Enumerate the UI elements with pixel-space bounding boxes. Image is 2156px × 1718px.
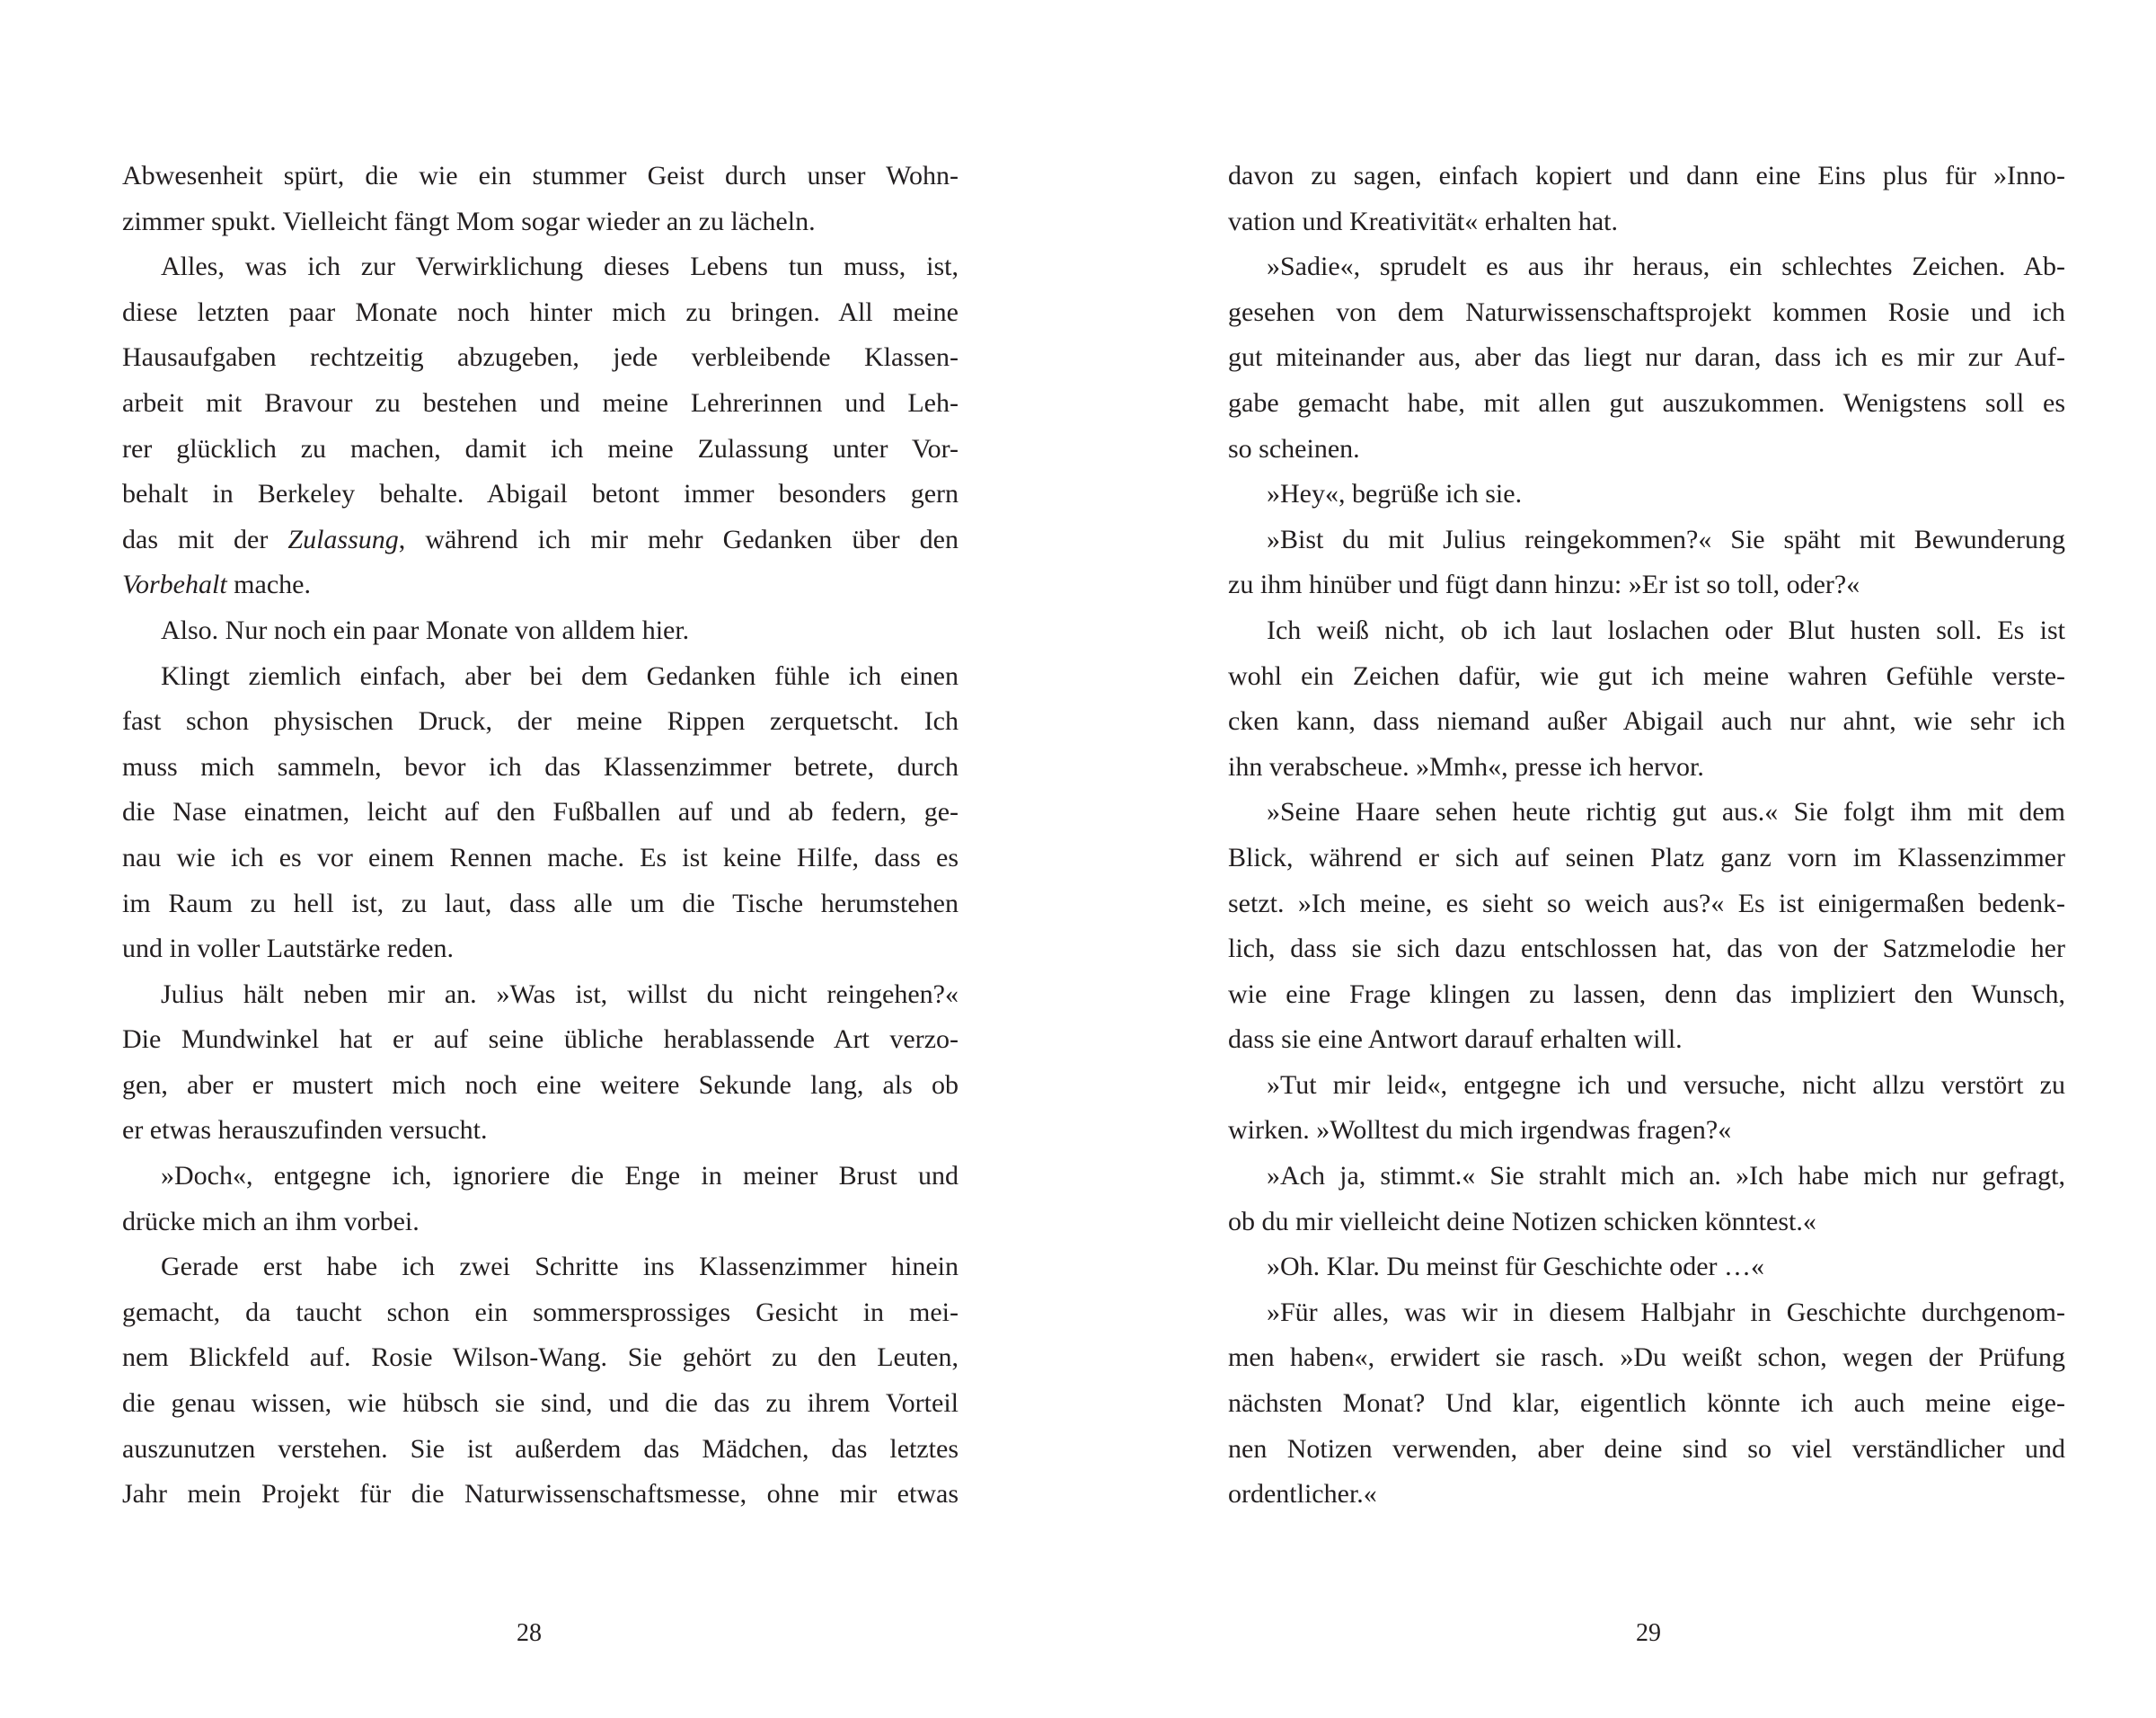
text-segment: »Bist du mit Julius reingekommen?« Sie späht mit Bewunderung — [1267, 524, 2065, 554]
page-number-right: 29 — [1636, 1619, 1661, 1647]
text-line — [1228, 1427, 2065, 1473]
text-segment: Gerade erst habe ich zwei Schritte ins Klassenzimmer hinein — [161, 1252, 959, 1282]
text-line — [1228, 472, 2065, 518]
text-line — [122, 427, 959, 473]
text-segment: das mit der — [122, 524, 288, 554]
text-segment: setzt. »Ich meine, es sieht so weich aus?« Es ist einigermaßen bedenk- — [1228, 888, 2065, 918]
paragraph — [1228, 154, 2065, 244]
text-line — [122, 1200, 959, 1245]
text-segment: »Oh. Klar. Du meinst für Geschichte oder …« — [1267, 1252, 1765, 1282]
text-line — [1228, 836, 2065, 881]
text-segment: Jahr mein Projekt für die Naturwissenschaftsmesse, ohne mir etwas — [122, 1479, 959, 1510]
paragraph — [1228, 518, 2065, 608]
text-line — [122, 199, 959, 245]
text-segment: zimmer spukt. Vielleicht fängt Mom sogar wieder an zu lächeln. — [122, 206, 816, 236]
text-line — [1228, 1472, 2065, 1518]
text-segment: gesehen von dem Naturwissenschaftsprojekt kommen Rosie und ich — [1228, 297, 2065, 327]
text-segment: nem Blickfeld auf. Rosie Wilson-Wang. Sie gehört zu den Leuten, — [122, 1342, 959, 1373]
text-line — [1228, 608, 2065, 654]
text-segment: er etwas herauszufinden versucht. — [122, 1115, 488, 1146]
text-line — [1228, 926, 2065, 972]
text-segment: mache. — [226, 570, 311, 600]
text-line — [1228, 244, 2065, 290]
text-segment: im Raum zu hell ist, zu laut, dass alle um die Tische herumstehen — [122, 888, 959, 918]
text-line — [122, 1335, 959, 1381]
paragraph — [1228, 790, 2065, 1063]
text-line — [122, 608, 959, 654]
text-line — [122, 699, 959, 745]
text-line — [1228, 790, 2065, 836]
text-line — [1228, 1154, 2065, 1200]
text-segment: gen, aber er mustert mich noch eine weitere Sekunde lang, als ob — [122, 1069, 959, 1100]
text-segment: »Ach ja, stimmt.« Sie strahlt mich an. »Ich habe mich nur gefragt, — [1267, 1161, 2065, 1191]
paragraph — [1228, 244, 2065, 472]
text-segment: dass sie eine Antwort darauf erhalten will. — [1228, 1024, 1683, 1055]
text-line — [1228, 745, 2065, 791]
text-line — [122, 1108, 959, 1154]
text-segment: »Doch«, entgegne ich, ignoriere die Enge in meiner Brust und — [161, 1161, 959, 1191]
text-line — [122, 1017, 959, 1063]
text-line — [122, 1427, 959, 1473]
text-line — [122, 1244, 959, 1290]
paragraph — [122, 1154, 959, 1244]
text-segment: cken kann, dass niemand außer Abigail auch nur ahnt, wie sehr ich — [1228, 706, 2065, 737]
text-segment: zu ihm hinüber und fügt dann hinzu: »Er ist so toll, oder?« — [1228, 570, 1860, 600]
text-segment: Ich weiß nicht, ob ich laut loslachen oder Blut husten soll. Es ist — [1267, 615, 2065, 645]
text-segment: rer glücklich zu machen, damit ich meine Zulassung unter Vor- — [122, 433, 959, 464]
text-segment: Hausaufgaben rechtzeitig abzugeben, jede verbleibende Klassen- — [122, 342, 959, 373]
text-segment: die Nase einatmen, leicht auf den Fußballen auf und ab federn, ge- — [122, 797, 959, 828]
text-line — [122, 972, 959, 1018]
text-line — [1228, 1381, 2065, 1427]
text-segment: Klingt ziemlich einfach, aber bei dem Gedanken fühle ich einen — [161, 660, 959, 691]
text-line — [122, 154, 959, 199]
text-segment: so scheinen. — [1228, 433, 1360, 464]
left-page-text — [122, 154, 959, 1518]
paragraph — [122, 654, 959, 972]
paragraph — [122, 154, 959, 244]
text-segment: vation und Kreativität« erhalten hat. — [1228, 206, 1619, 236]
text-segment: drücke mich an ihm vorbei. — [122, 1206, 420, 1236]
italic-text: Vorbehalt — [122, 570, 227, 600]
text-segment: behalt in Berkeley behalte. Abigail betont immer besonders gern — [122, 479, 959, 509]
paragraph — [1228, 1244, 2065, 1290]
text-segment: muss mich sammeln, bevor ich das Klassenzimmer betrete, durch — [122, 751, 959, 782]
text-segment: Alles, was ich zur Verwirklichung dieses Lebens tun muss, ist, — [161, 252, 959, 282]
text-segment: nächsten Monat? Und klar, eigentlich könnte ich auch meine eige- — [1228, 1388, 2065, 1419]
text-line — [1228, 518, 2065, 563]
text-segment: wohl ein Zeichen dafür, wie gut ich meine wahren Gefühle verste- — [1228, 660, 2065, 691]
text-segment: »Seine Haare sehen heute richtig gut aus.« Sie folgt ihm mit dem — [1267, 797, 2065, 828]
text-line — [1228, 381, 2065, 427]
text-segment: arbeit mit Bravour zu bestehen und meine Lehrerinnen und Leh- — [122, 387, 959, 418]
text-segment: »Tut mir leid«, entgegne ich und versuche, nicht allzu verstört zu — [1267, 1069, 2065, 1100]
text-segment: Julius hält neben mir an. »Was ist, willst du nicht reingehen?« — [161, 979, 959, 1009]
text-line — [122, 881, 959, 927]
text-line — [1228, 1017, 2065, 1063]
text-segment: auszunutzen verstehen. Sie ist außerdem das Mädchen, das letztes — [122, 1433, 959, 1464]
text-line — [122, 562, 959, 608]
text-segment: fast schon physischen Druck, der meine Rippen zerquetscht. Ich — [122, 706, 959, 737]
text-segment: die genau wissen, wie hübsch sie sind, und die das zu ihrem Vorteil — [122, 1388, 959, 1419]
paragraph — [122, 608, 959, 654]
text-line — [1228, 699, 2065, 745]
text-segment: nen Notizen verwenden, aber deine sind so viel verständlicher und — [1228, 1433, 2065, 1464]
italic-text: Zulassung — [287, 524, 399, 554]
text-line — [122, 244, 959, 290]
text-line — [122, 1154, 959, 1200]
text-segment: nau wie ich es vor einem Rennen mache. Es ist keine Hilfe, dass es — [122, 842, 959, 872]
text-line — [1228, 199, 2065, 245]
text-segment: wirken. »Wolltest du mich irgendwas fragen?« — [1228, 1115, 1732, 1146]
text-segment: wie eine Frage klingen zu lassen, denn das impliziert den Wunsch, — [1228, 979, 2065, 1009]
paragraph — [1228, 608, 2065, 790]
text-line — [122, 790, 959, 836]
paragraph — [1228, 472, 2065, 518]
text-line — [122, 654, 959, 700]
text-line — [122, 381, 959, 427]
text-line — [122, 1381, 959, 1427]
text-line — [1228, 562, 2065, 608]
paragraph — [122, 1244, 959, 1518]
paragraph — [1228, 1154, 2065, 1244]
text-line — [1228, 290, 2065, 336]
text-segment: Blick, während er sich auf seinen Platz ganz vorn im Klassenzimmer — [1228, 842, 2065, 872]
text-segment: gabe gemacht habe, mit allen gut auszukommen. Wenigstens soll es — [1228, 387, 2065, 418]
text-segment: und in voller Lautstärke reden. — [122, 934, 455, 964]
paragraph — [1228, 1290, 2065, 1518]
text-line — [1228, 1200, 2065, 1245]
text-line — [1228, 1108, 2065, 1154]
text-line — [1228, 335, 2065, 381]
text-line — [1228, 154, 2065, 199]
text-line — [122, 1472, 959, 1518]
text-segment: Also. Nur noch ein paar Monate von alldem hier. — [161, 615, 690, 645]
text-line — [1228, 1290, 2065, 1336]
paragraph — [122, 244, 959, 608]
text-line — [1228, 427, 2065, 473]
text-line — [1228, 654, 2065, 700]
text-line — [1228, 972, 2065, 1018]
text-line — [122, 472, 959, 518]
text-line — [122, 1063, 959, 1109]
text-segment: »Hey«, begrüße ich sie. — [1267, 479, 1523, 509]
text-line — [122, 518, 959, 563]
text-line — [122, 1290, 959, 1336]
text-segment: »Für alles, was wir in diesem Halbjahr in Geschichte durchgenom- — [1267, 1297, 2065, 1327]
text-line — [122, 290, 959, 336]
text-line — [1228, 881, 2065, 927]
text-segment: gut miteinander aus, aber das liegt nur daran, dass ich es mir zur Auf- — [1228, 342, 2065, 373]
right-page-text — [1228, 154, 2065, 1518]
page-number-left: 28 — [517, 1619, 542, 1647]
text-line — [122, 745, 959, 791]
text-line — [1228, 1244, 2065, 1290]
text-segment: ob du mir vielleicht deine Notizen schicken könntest.« — [1228, 1206, 1816, 1236]
text-segment: Abwesenheit spürt, die wie ein stummer Geist durch unser Wohn- — [122, 161, 959, 190]
paragraph — [122, 972, 959, 1154]
text-segment: »Sadie«, sprudelt es aus ihr heraus, ein schlechtes Zeichen. Ab- — [1267, 252, 2065, 282]
text-segment: gemacht, da taucht schon ein sommersprossiges Gesicht in mei- — [122, 1297, 959, 1327]
text-segment: Die Mundwinkel hat er auf seine übliche herablassende Art verzo- — [122, 1024, 959, 1055]
text-segment: , während ich mir mehr Gedanken über den — [398, 524, 959, 554]
text-segment: lich, dass sie sich dazu entschlossen hat, das von der Satzmelodie her — [1228, 934, 2065, 964]
text-line — [122, 836, 959, 881]
text-line — [1228, 1335, 2065, 1381]
text-segment: men haben«, erwidert sie rasch. »Du weißt schon, wegen der Prüfung — [1228, 1342, 2065, 1373]
text-line — [122, 926, 959, 972]
text-segment: ihn verabscheue. »Mmh«, presse ich hervor. — [1228, 751, 1704, 782]
text-line — [122, 335, 959, 381]
text-segment: davon zu sagen, einfach kopiert und dann eine Eins plus für »Inno- — [1228, 161, 2065, 190]
text-segment: diese letzten paar Monate noch hinter mich zu bringen. All meine — [122, 297, 959, 327]
text-line — [1228, 1063, 2065, 1109]
text-segment: ordentlicher.« — [1228, 1479, 1377, 1510]
paragraph — [1228, 1063, 2065, 1154]
